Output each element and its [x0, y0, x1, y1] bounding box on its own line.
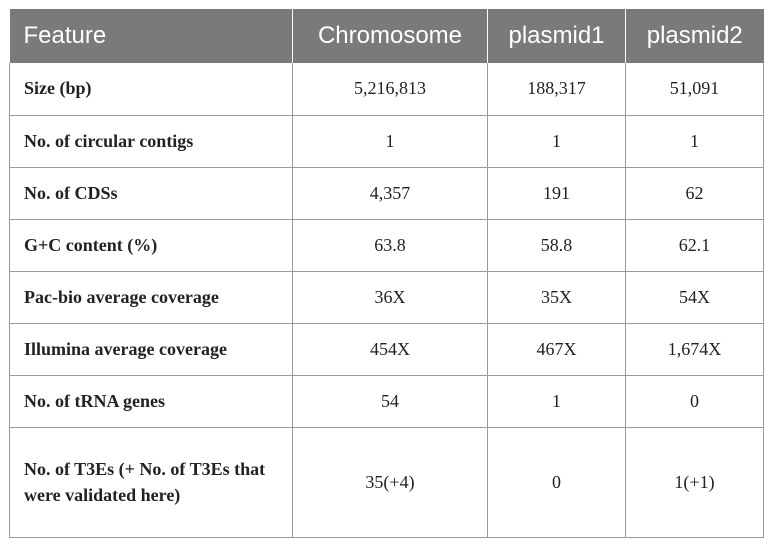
table-row: [10, 115, 764, 167]
row-feature-label: Pac-bio average coverage: [10, 271, 293, 323]
table-row: [10, 219, 764, 271]
cell-chromosome: 4,357: [293, 167, 488, 219]
cell-plasmid2: 62: [626, 167, 764, 219]
cell-chromosome: 63.8: [293, 219, 488, 271]
table-row: [10, 167, 764, 219]
cell-chromosome: 36X: [293, 271, 488, 323]
row-feature-label: Size (bp): [10, 63, 293, 115]
cell-chromosome: 454X: [293, 323, 488, 375]
cell-plasmid1: 1: [488, 115, 626, 167]
header-row: [10, 9, 764, 63]
cell-plasmid2: 0: [626, 375, 764, 427]
cell-chromosome: 1: [293, 115, 488, 167]
header-feature: Feature: [10, 9, 293, 63]
header-plasmid1: plasmid1: [488, 9, 626, 63]
cell-plasmid2: 51,091: [626, 63, 764, 115]
cell-plasmid1: 191: [488, 167, 626, 219]
cell-chromosome: 54: [293, 375, 488, 427]
header-plasmid2: plasmid2: [626, 9, 764, 63]
row-feature-label: No. of circular contigs: [10, 115, 293, 167]
table-row: [10, 427, 764, 537]
cell-plasmid1: 1: [488, 375, 626, 427]
row-feature-label: No. of CDSs: [10, 167, 293, 219]
row-feature-label: Illumina average coverage: [10, 323, 293, 375]
cell-plasmid1: 58.8: [488, 219, 626, 271]
cell-plasmid2: 1: [626, 115, 764, 167]
table-row: [10, 323, 764, 375]
cell-plasmid2: 1,674X: [626, 323, 764, 375]
row-feature-label: G+C content (%): [10, 219, 293, 271]
cell-plasmid2: 62.1: [626, 219, 764, 271]
cell-plasmid1: 467X: [488, 323, 626, 375]
cell-plasmid1: 188,317: [488, 63, 626, 115]
header-chromosome: Chromosome: [293, 9, 488, 63]
cell-plasmid1: 0: [488, 427, 626, 537]
table-row: [10, 63, 764, 115]
cell-plasmid1: 35X: [488, 271, 626, 323]
row-feature-label: No. of T3Es (+ No. of T3Es that were validated here): [10, 427, 293, 537]
cell-plasmid2: 54X: [626, 271, 764, 323]
cell-chromosome: 5,216,813: [293, 63, 488, 115]
cell-plasmid2: 1(+1): [626, 427, 764, 537]
table-body: [10, 63, 764, 537]
table-header: [10, 9, 764, 63]
row-feature-label: No. of tRNA genes: [10, 375, 293, 427]
table-row: [10, 375, 764, 427]
genome-feature-table: [9, 9, 764, 538]
table-row: [10, 271, 764, 323]
cell-chromosome: 35(+4): [293, 427, 488, 537]
